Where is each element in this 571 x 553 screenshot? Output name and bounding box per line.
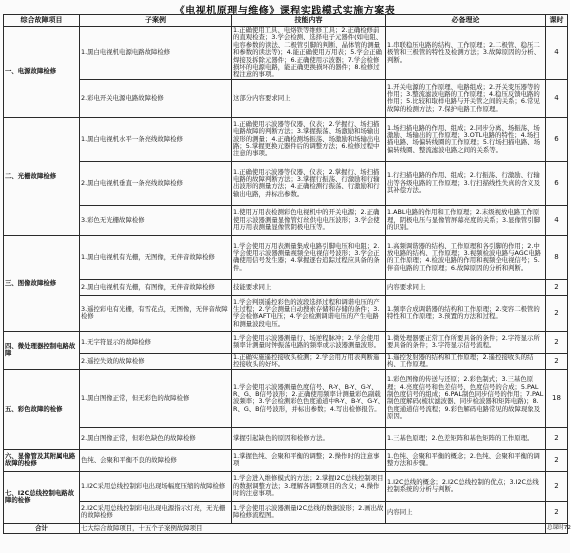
module-cell: 二、光栅故障检修 <box>4 117 80 235</box>
case-cell: 3.遥控彩电有光栅，有雪花点，无图像，无伴音故障检修 <box>80 295 232 331</box>
header-hours: 课时 <box>546 15 568 27</box>
header-theory: 必备理论 <box>386 15 546 27</box>
skills-cell: 1.使用万用表检测彩色电视机中的开关电源；2.正确使用示波器测量显像管灯丝供电电压波形；3.学会使用万用表测量显像管阴极电压等。 <box>232 205 386 235</box>
skills-cell: 1.正确使用示波器等仪器、仪表；2.掌握行、场扫描电路的故障判断方法；3.掌握行振荡、行激励和行输出波形的测量方法；4.正确检测行振荡、行激励和行输出电路，并标出参数。 <box>232 161 386 205</box>
skills-cell: 掌握引起缺色的原因和检修方法。 <box>232 427 386 449</box>
hours-cell: 2 <box>546 295 568 331</box>
table-row <box>4 205 568 235</box>
hours-cell: 6 <box>546 117 568 161</box>
case-cell: 2.黑白电视机有光栅，有图像，无伴音故障检修 <box>80 279 232 295</box>
header-skills: 技能内容 <box>232 15 386 27</box>
theory-cell: 1.色纯、会聚和平衡的概念；2.色纯、会聚和平衡的调整方法和步骤。 <box>386 449 546 471</box>
table-row <box>4 79 568 117</box>
skills-cell: 1.掌握色纯、会聚和平衡的调整；2.操作时的注意事项 <box>232 449 386 471</box>
hours-cell: 2 <box>546 501 568 523</box>
hours-cell: 2 <box>546 471 568 501</box>
module-cell: 六、显像管及其附属电路故障的检修 <box>4 449 80 471</box>
theory-cell: 1.行扫描电路的作用、组成；2.行振荡、行激励、行输出等各级电路的工作原理；3.行扫描线性失真的含义及其补偿方法。 <box>386 161 546 205</box>
footer-label: 合计 <box>4 523 80 533</box>
header-module: 综合故障项目 <box>4 15 80 27</box>
hours-cell: 4 <box>546 79 568 117</box>
table-row <box>4 331 568 353</box>
theory-cell: 1.遥控发射器的结构和工作原理；2.遥控接收头的结构、工作原理。 <box>386 353 546 369</box>
theory-cell: 1.彩色图像的传送与还原；2.彩色制式；3.三基色原理；4.亮度信号和色差信号、色度信号的合成；5.PAL制色度信号的组成；6.PAL制色同步信号的作用；7.PAL制色度解码(梳状滤波器、同步检波器和矩阵电路)；8.色度通道信号流程；9.彩色解码电路常见的故障现象及原因。 <box>386 369 546 427</box>
skills-cell: 1.正确实施遥控接收头检测；2.学会用万用表判断遥控接收头的好坏。 <box>232 353 386 369</box>
table-row <box>4 427 568 449</box>
case-cell: 1.黑白图像正常，但无彩色的故障检修 <box>80 369 232 427</box>
table-row <box>4 235 568 279</box>
hours-cell: 18 <box>546 369 568 427</box>
table-row <box>4 501 568 523</box>
module-cell: 三、图像故障检修 <box>4 235 80 331</box>
theory-cell: 1.串联稳压电路的结构、工作原理；2.二极管、稳压二极管和三极管的特性及检测方法；3.故障原因的分析、判断。 <box>386 27 546 80</box>
theory-cell: 内容要求同上 <box>386 279 546 295</box>
case-cell: 1.黑白电视机电源电路故障检修 <box>80 27 232 80</box>
hours-cell: 2 <box>546 331 568 353</box>
skills-cell: 1.学会使用示波器测量色度信号、R-Y、B-Y、G-Y、R、G、B信号波形；2.正确使用频率计测量彩色副载波频率；3.学会检测彩色色度通道中R-Y、B-Y、G-Y、R、G、B信号波形，并标出参数；4.写出检修报告。 <box>232 369 386 427</box>
table-row <box>4 471 568 501</box>
module-cell: 一、电源故障检修 <box>4 27 80 118</box>
hours-cell: 2 <box>546 279 568 295</box>
skills-cell: 1.学会判别遥控彩色的波段选择过程和调谐电压的产生过程；2.学会测量自动搜索存储和存储的条件；3.学会检修AFT电压；4.学会检测调谐电压的产生电路和测量波段电压。 <box>232 295 386 331</box>
table-row <box>4 369 568 427</box>
skills-cell: 这部分内容要求同上 <box>232 79 386 117</box>
hours-cell: 2 <box>546 353 568 369</box>
footer-total: 总课时72 <box>546 523 568 533</box>
table-row <box>4 279 568 295</box>
theory-cell: 1.微处理器要正常工作所要具备的条件；2.字符显示所要具备的条件；3.字符显示信号流程。 <box>386 331 546 353</box>
case-cell: 1.黑白电视机有光栅，无图像，无伴音故障检修 <box>80 235 232 279</box>
table-row <box>4 161 568 205</box>
case-cell: 2.遥控失效的故障检修 <box>80 353 232 369</box>
table-row <box>4 295 568 331</box>
case-cell: 1.黑白电视机水平一条亮线故障检修 <box>80 117 232 161</box>
skills-cell: 1.学会使用示波器测量行、场逆程脉冲；2.学会使用频率计测量时钟振荡电路的频率或示波器测量波形。 <box>232 331 386 353</box>
footer-row <box>4 523 568 533</box>
theory-cell: 1.ABL电路的作用和工作原理；2.末级视放电路工作原理，阴极电压与显像管屏幕亮度的关系；3.显像管引脚的识别。 <box>386 205 546 235</box>
module-cell: 五、彩色故障的检修 <box>4 369 80 449</box>
case-cell: 2.彩电开关电源电路故障检修 <box>80 79 232 117</box>
case-cell: 2.黑白电视机垂直一条亮线故障检修 <box>80 161 232 205</box>
skills-cell: 技能要求同上 <box>232 279 386 295</box>
theory-cell: 1.三基色原理；2.色差矩阵和基色矩阵的工作原理。 <box>386 427 546 449</box>
theory-cell: 1.开关电源的工作原理、电路组成；2.开关变压器等的作用；3.整流滤波电路的工作原理；4.稳压反馈电路的作用；5.比较和取样电路与开关管之间的关系；6.常见故障的检测方法；7.保护电路工作原理。 <box>386 79 546 117</box>
module-cell: 四、微处理器控制电路故障 <box>4 331 80 369</box>
hours-cell: 6 <box>546 161 568 205</box>
theory-cell: 1.高频调谐器的结构、工作原理和各引脚的作用；2.中放电路的结构、工作原理；3.视频检波电路与AGC电路的工作原理；4.检波电路的作用和视频全电视信号；5.伴音电路的工作原理；6.故障原因的分析和判断。 <box>386 235 546 279</box>
hours-cell: 4 <box>546 205 568 235</box>
case-cell: 色纯、会聚和平衡不良的故障检修 <box>80 449 232 471</box>
table-row <box>4 117 568 161</box>
header-row <box>4 15 568 27</box>
hours-cell: 4 <box>546 27 568 80</box>
theory-cell: 1.场扫描电路的作用、组成；2.同步分离、场振荡、场激励、场输出的工作原理；3.OTL电路的特性；4.场扫描电路、场偏转线圈的工作原理；5.行场扫描电路、场偏转线圈、整流滤波电路之间的关系等。 <box>386 117 546 161</box>
hours-cell: 8 <box>546 235 568 279</box>
hours-cell: 2 <box>546 449 568 471</box>
table-title: 《电视机原理与维修》课程实践模式实施方案表 <box>174 6 396 17</box>
skills-cell: 1.学会使用示波器测量I2C总线的数据波形；2.画出故障检修流程图。 <box>232 501 386 523</box>
header-case: 子案例 <box>80 15 232 27</box>
skills-cell: 1.学会使用万用表测量集成电路引脚电压和电阻；2.学会使用示波器测量视频全电视信号波形；3.学会正确使用信号发生器；4.掌握逐台追踪过程应具备的条件。 <box>232 235 386 279</box>
case-cell: 3.彩色无光栅故障检修 <box>80 205 232 235</box>
footer-summary: 七大综合故障项目，十五个子案例故障项目 <box>80 523 546 533</box>
case-cell: 2.黑白图像正常，但彩色缺色的故障检修 <box>80 427 232 449</box>
table-row <box>4 27 568 80</box>
hours-cell: 2 <box>546 427 568 449</box>
case-cell: 1.无字符显示的故障检修 <box>80 331 232 353</box>
theory-cell: 1.频率合成调谐器的结构和工作原理；2.变容二极管的特性和工作原理；3.预置的方法和过程。 <box>386 295 546 331</box>
skills-cell: 1.正确使用示波器等仪器、仪表；2.学握行、场扫描电路故障的判断方法；3.掌握振荡、场激励和场输出波形的测量；4.正确检测场振荡、场激励和场输出电路；5.掌握更换元器件后的调整方法；6.检修过程中注意的事项。 <box>232 117 386 161</box>
table-row <box>4 449 568 471</box>
module-cell: 七、I2C总线控制电路故障的检修 <box>4 471 80 523</box>
skills-cell: 1.学会进入维修模式的方法；2.掌握I2C总线控制项目的数据调整方法；3.理解各调整项目的含义；4.操作时的注意事项。 <box>232 471 386 501</box>
skills-cell: 1.正确使用工具、电烙铁等维修工具；2.正确检修前的直观检查；3.学会检测、选择电子元器件(如电阻、电容参数的读法、二极管引脚的判断、晶体管的测量和参数的读法等)；4.能正确使用万用表；5.学会正确焊接及拆除元器件；6.正确使用示波器；7.学会检修损坏的电源电路，能正确更换损坏的器件；8.检修过程注意的事项。 <box>232 27 386 80</box>
theory-cell: 1.I2C总线的概念；2.I2C总线控制的优点；3.I2C总线控制系统的分析与判断。 <box>386 471 546 501</box>
case-cell: 1.I2C采用总线控制彩电出现场幅度压缩的故障检修 <box>80 471 232 501</box>
course-plan-table <box>3 14 571 534</box>
table-row <box>4 353 568 369</box>
case-cell: 2.I2C采用总线控制彩电出现电源指示灯亮，无光栅的故障检修 <box>80 501 232 523</box>
theory-cell: 内容同上 <box>386 501 546 523</box>
